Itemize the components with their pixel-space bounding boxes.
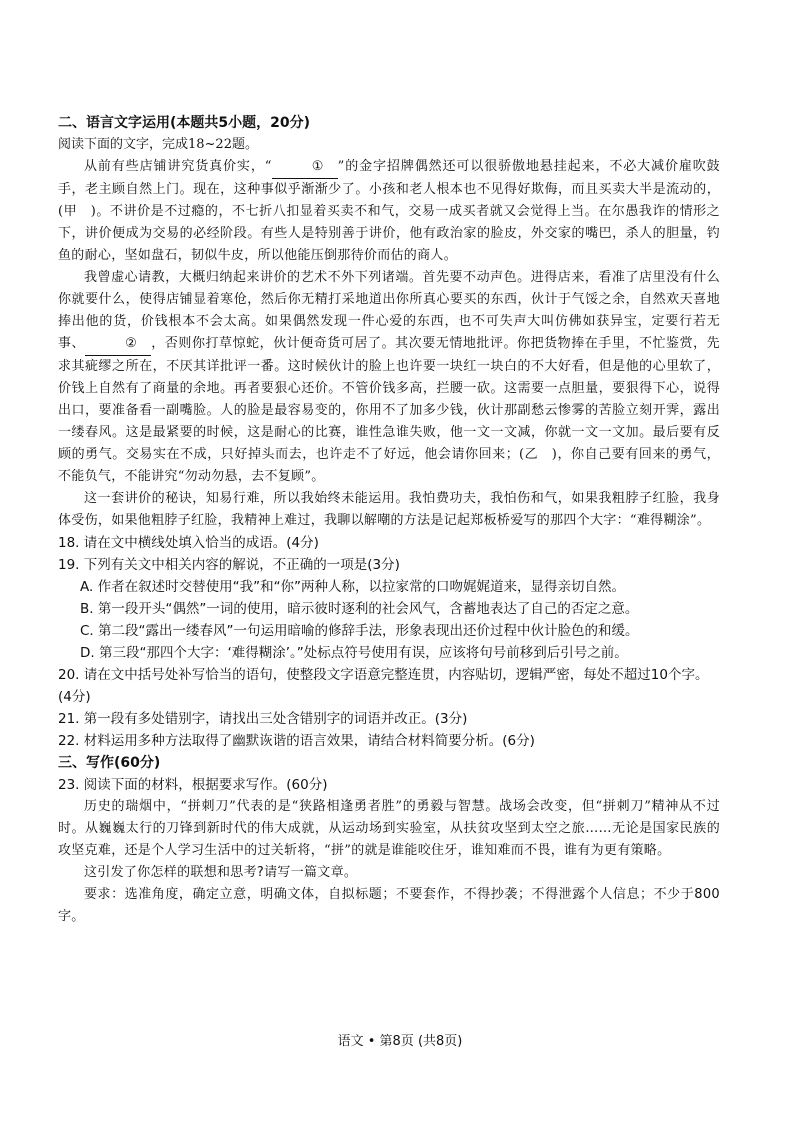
section-2-instruction: 阅读下面的文字，完成18~22题。 [58,137,258,152]
question-19-option-c: C. 第二段“露出一缕春风”一句运用暗喻的修辞手法，形象表现出还价过程中伙计脸色的和缓。 [80,623,639,639]
question-22: 22. 材料运用多种方法取得了幽默诙谐的语言效果，请结合材料简要分析。(6分) [58,733,535,749]
section-3-title: 三、写作(60分) [58,755,161,771]
question-18: 18. 请在文中横线处填入恰当的成语。(4分) [58,535,319,551]
writing-prompt: 这引发了你怎样的联想和思考?请写一篇文章。 [84,865,358,880]
question-21: 21. 第一段有多处错别字，请找出三处含错别字的词语并改正。(3分) [58,711,468,727]
passage-paragraph-3: 这一套讲价的秘诀，知易行难，所以我始终未能运用。我怕费功夫，我怕伤和气，如果我粗脖子红脸，我身体受伤，如果他粗脖子红脸，我精神上难过，我聊以解嘲的方法是记起郑板桥爱写的那四个大字：“难得糊涂”。 [58,491,720,528]
question-19-option-b: B. 第一段开头“偶然”一词的使用，暗示彼时逐利的社会风气，含蓄地表达了自己的否定之意。 [80,601,639,617]
question-19-option-a: A. 作者在叙述时交替使用“我”和“你”两种人称，以拉家常的口吻娓娓道来，显得亲切自然。 [80,579,626,595]
blank-1: ① [272,156,338,179]
question-19-option-d: D. 第三段“那四个大字：‘难得糊涂’。”处标点符号使用有误，应该将句号前移到后引号之前。 [80,645,628,661]
writing-requirements: 要求：选准角度，确定立意，明确文体，自拟标题；不要套作，不得抄袭；不得泄露个人信息；不少于800字。 [58,887,720,924]
exam-page [58,112,720,928]
writing-material: 历史的瑞烟中，“拼刺刀”代表的是“狭路相逢勇者胜”的勇毅与智慧。战场会改变，但“拼刺刀”精神从不过时。从巍巍太行的刀锋到新时代的伟大成就，从运动场到实验室，从扶贫攻坚到太空之旅……无论是国家民族的攻坚克难，还是个人学习生活中的过关斩将，“拼”的就是谁能咬住牙，谁知难而不畏，谁有为更有策略。 [58,799,720,858]
passage-paragraph-2: 我曾虚心请教，大概归纳起来讲价的艺术不外下列诸端。首先要不动声色。进得店来，看准了店里没有什么你就要什么，使得店铺显着寒伧，然后你无精打采地道出你所真心要买的东西，伙计于气馁之余，自然欢天喜地捧出他的货，价钱根本不会太高。如果偶然发现一件心爱的东西，也不可失声大叫仿佛如获异宝，定要行若无事、 ② ，否则你打草惊蛇，伙计便奇货可居了。其次要无情地批评。你把货物捧在手里，不忙鉴赏，先求其疵缪之所在，不厌其详批评一番。这时候伙计的脸上也许要一块红一块白的不大好看，但是他的心里软了，价钱上自然有了商量的余地。再者要狠心还价。不管价钱多高，拦腰一砍。这需要一点胆量，要狠得下心，说得出口，要准备看一副嘴脸。人的脸是最容易变的，你用不了加多少钱，伙计那副愁云惨雾的苦脸立刻开霁，露出一缕春风。这是最紧要的时候，这是耐心的比赛，谁性急谁失败，他一文一文减，你就一文一文加。最后要有反顾的勇气。交易实在不成，只好掉头而去，也许走不了好远，他会请你回来；(乙 )，你自己要有回来的勇气，不能负气，不能讲究“勿动勿悬，去不复顾”。 [58,270,720,484]
question-23: 23. 阅读下面的材料，根据要求写作。(60分) [58,777,328,793]
blank-2: ② [85,333,151,356]
question-19: 19. 下列有关文中相关内容的解说，不正确的一项是(3分) [58,557,400,573]
question-20: 20. 请在文中括号处补写恰当的语句，使整段文字语意完整连贯，内容贴切，逻辑严密，每处不超过10个字。(4分) [58,667,709,705]
page-footer: 语文 • 第8页 (共8页) [337,1034,463,1049]
section-2-title: 二、语言文字运用(本题共5小题，20分) [58,115,311,131]
passage-paragraph-1: 从前有些店铺讲究货真价实，“ ① ”的金字招牌偶然还可以很骄傲地悬挂起来，不必大减价雇吹鼓手，老主顾自然上门。现在，这种事似乎渐渐少了。小孩和老人根本也不见得好欺侮，而且买卖大半是流动的，(甲 )。不讲价是不过瘾的，不七折八扣显着买卖不和气，交易一成买者就又会觉得上当。在尔愚我诈的情形之下，讲价便成为交易的必经阶段。有些人是特别善于讲价，他有政治家的脸皮，外交家的嘴巴，杀人的胆量，钓鱼的耐心，坚如盘石，韧似牛皮，所以他能压倒那待价而估的商人。 [58,156,720,267]
